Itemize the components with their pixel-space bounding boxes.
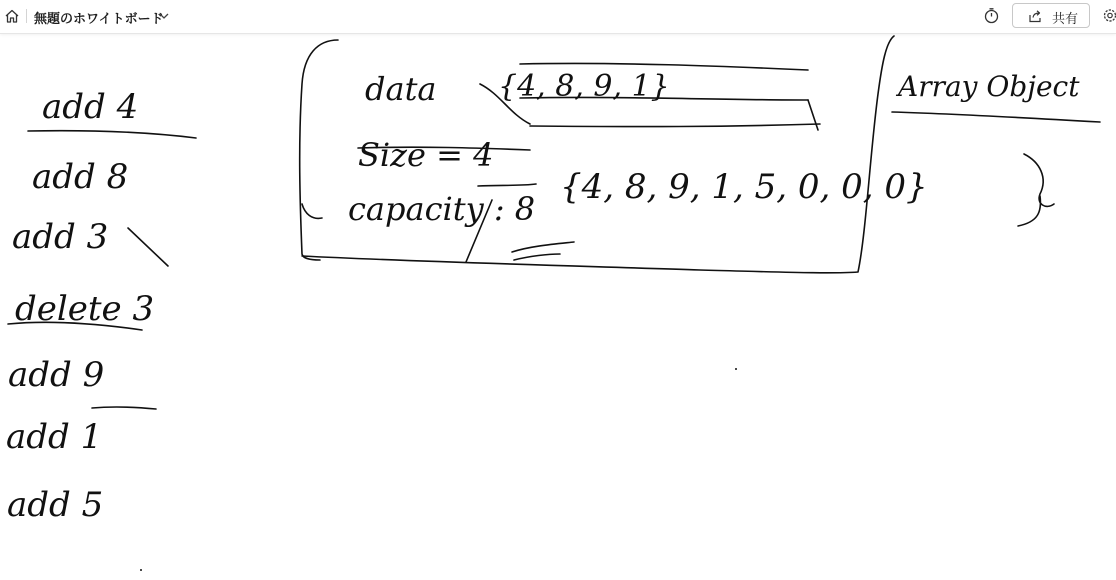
ink-dot: [140, 569, 142, 571]
chevron-down-icon[interactable]: [158, 10, 170, 22]
operation-delete-3: delete 3: [15, 289, 155, 329]
size-label: Size = 4: [358, 136, 494, 174]
strike-stroke: [808, 100, 818, 130]
side-note: [892, 70, 1100, 122]
box-left-bracket: [300, 40, 338, 260]
timer-icon[interactable]: [983, 7, 1000, 24]
underline-stroke: [514, 254, 560, 260]
operation-add-9: add 9: [8, 355, 105, 395]
underline-stroke: [892, 112, 1100, 122]
operations-list: [6, 87, 196, 525]
operation-add-8: add 8: [32, 157, 129, 197]
data-label: data: [365, 70, 437, 108]
toolbar-divider: [26, 9, 27, 23]
underline-stroke: [478, 184, 536, 186]
settings-icon[interactable]: [1102, 7, 1116, 24]
board-title[interactable]: 無題のホワイトボード: [34, 11, 164, 26]
data-new-values: {4, 8, 9, 1, 5, 0, 0, 0}: [560, 167, 928, 207]
array-object-label: Array Object: [898, 70, 1080, 103]
top-toolbar: [0, 0, 1116, 34]
underline-stroke: [512, 242, 574, 252]
share-icon: [1028, 9, 1042, 23]
operation-add-1: add 1: [6, 417, 103, 457]
strike-stroke: [530, 124, 820, 127]
operation-add-5: add 5: [7, 485, 104, 525]
capacity-label: capacity : 8: [348, 190, 536, 228]
operation-add-4: add 4: [42, 87, 139, 127]
strike-stroke: [128, 228, 168, 266]
share-button[interactable]: [1012, 3, 1090, 28]
home-icon[interactable]: [3, 7, 21, 25]
operation-add-3: add 3: [12, 217, 109, 257]
underline-stroke: [92, 407, 156, 409]
box-left-brace: [302, 204, 322, 218]
share-label: 共有: [1052, 11, 1079, 26]
closing-brace-stroke: [1018, 154, 1054, 226]
ink-dot: [735, 368, 737, 370]
whiteboard-canvas[interactable]: [0, 34, 1116, 580]
underline-stroke: [28, 131, 196, 138]
data-old-values: {4, 8, 9, 1}: [498, 69, 670, 104]
